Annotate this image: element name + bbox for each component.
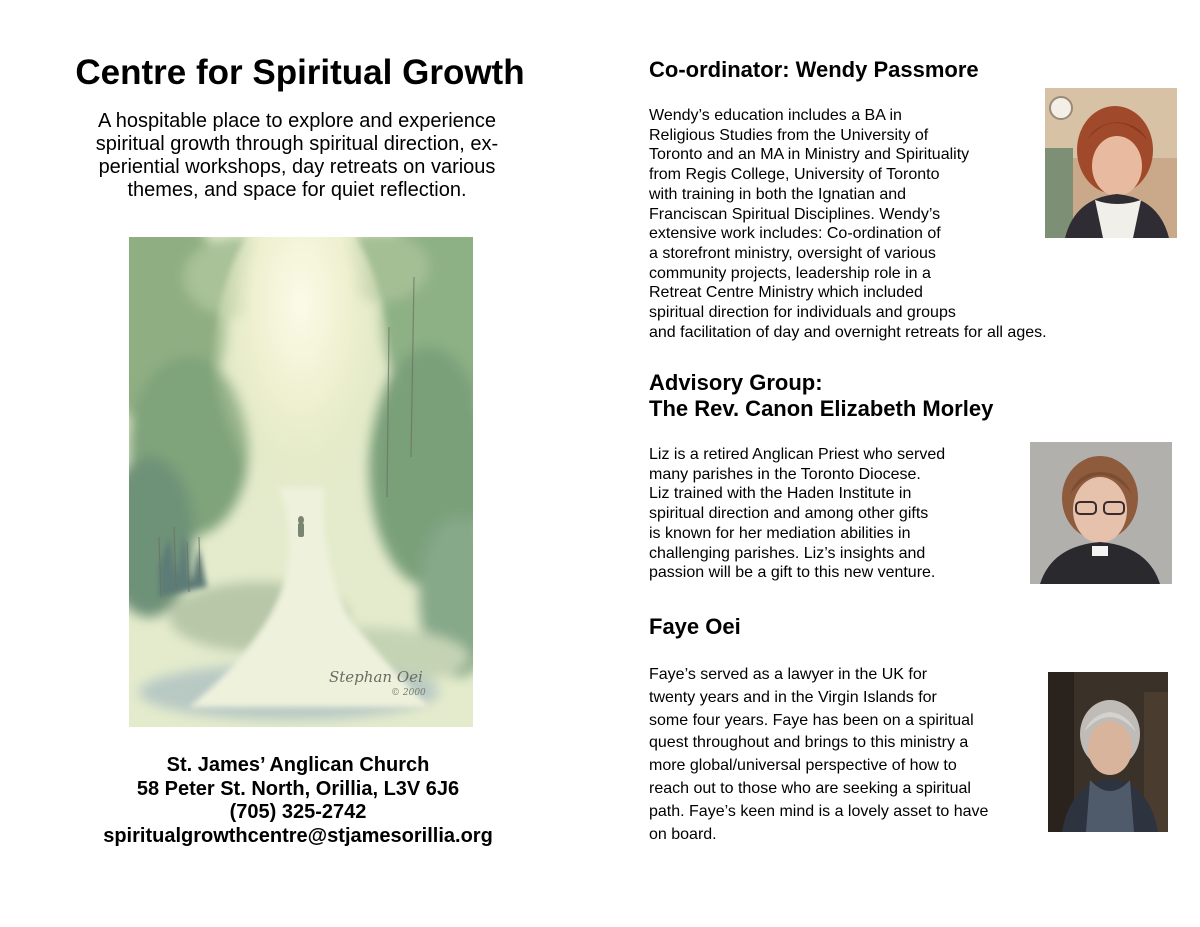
church-phone: (705) 325-2742 bbox=[229, 801, 367, 823]
tagline-line: themes, and space for quiet reflection. bbox=[127, 179, 467, 201]
church-name: St. James’ Anglican Church bbox=[166, 754, 430, 776]
bio-line: Retreat Centre Ministry which included bbox=[649, 284, 923, 302]
wendy-passmore-photo bbox=[1045, 88, 1177, 238]
bio-line: spiritual direction for individuals and groups bbox=[649, 304, 956, 322]
advisory-member-name: The Rev. Canon Elizabeth Morley bbox=[649, 396, 994, 421]
bio-line: more global/universal perspective of how to bbox=[649, 757, 957, 775]
bio-line: with training in both the Ignatian and bbox=[649, 185, 907, 203]
bio-line: a storefront ministry, oversight of various bbox=[649, 244, 936, 262]
bio-line: Toronto and an MA in Ministry and Spirituality bbox=[649, 146, 970, 164]
tagline-line: periential workshops, day retreats on various bbox=[98, 156, 496, 178]
faye-bio bbox=[649, 664, 988, 846]
page-title: Centre for Spiritual Growth bbox=[75, 53, 525, 92]
bio-line: and facilitation of day and overnight retreats for all ages. bbox=[649, 323, 1047, 341]
svg-text:© 2000: © 2000 bbox=[391, 688, 426, 698]
bio-line: Religious Studies from the University of bbox=[649, 126, 929, 144]
elizabeth-morley-photo bbox=[1030, 442, 1172, 584]
bio-line: quest throughout and brings to this ministry a bbox=[649, 734, 969, 752]
bio-line: Liz trained with the Haden Institute in bbox=[649, 485, 912, 503]
bio-line: challenging parishes. Liz’s insights and bbox=[649, 544, 926, 562]
painting-signature: Stephan Oei bbox=[329, 668, 423, 686]
bio-line: passion will be a gift to this new venture. bbox=[649, 564, 936, 582]
bio-line: Wendy’s education includes a BA in bbox=[649, 107, 902, 124]
tagline-line: A hospitable place to explore and experience bbox=[97, 110, 497, 132]
bio-line: extensive work includes: Co-ordination of bbox=[649, 225, 941, 243]
church-contact-block bbox=[60, 754, 536, 848]
coordinator-bio bbox=[649, 106, 1047, 342]
watercolour-forest-path-painting bbox=[129, 237, 473, 727]
bio-line: reach out to those who are seeking a spiritual bbox=[649, 779, 971, 797]
advisory-heading-line: Advisory Group: bbox=[649, 370, 823, 395]
faye-heading: Faye Oei bbox=[649, 614, 741, 639]
bio-line: community projects, leadership role in a bbox=[649, 264, 931, 282]
contact-email: spiritualgrowthcentre@stjamesorillia.org bbox=[103, 824, 493, 847]
bio-line: some four years. Faye has been on a spiritual bbox=[649, 711, 974, 729]
bio-line: Liz is a retired Anglican Priest who served bbox=[649, 446, 946, 463]
bio-line: many parishes in the Toronto Diocese. bbox=[649, 465, 921, 483]
advisory-heading bbox=[649, 370, 993, 422]
bio-line: Franciscan Spiritual Disciplines. Wendy’s bbox=[649, 205, 941, 223]
faye-oei-photo bbox=[1048, 672, 1168, 832]
bio-line: path. Faye’s keen mind is a lovely asset to have bbox=[649, 802, 989, 820]
tagline bbox=[74, 110, 520, 202]
church-address: 58 Peter St. North, Orillia, L3V 6J6 bbox=[136, 777, 460, 800]
bio-line: from Regis College, University of Toronto bbox=[649, 166, 940, 184]
bio-line: is known for her mediation abilities in bbox=[649, 524, 911, 542]
advisory-bio bbox=[649, 445, 945, 583]
bio-line: twenty years and in the Virgin Islands for bbox=[649, 688, 937, 706]
tagline-line: spiritual growth through spiritual direction, ex- bbox=[95, 133, 499, 155]
bio-line: spiritual direction and among other gifts bbox=[649, 505, 929, 523]
bio-line: Faye’s served as a lawyer in the UK for bbox=[649, 666, 928, 683]
coordinator-heading: Co-ordinator: Wendy Passmore bbox=[649, 57, 979, 82]
bio-line: on board. bbox=[649, 825, 717, 843]
